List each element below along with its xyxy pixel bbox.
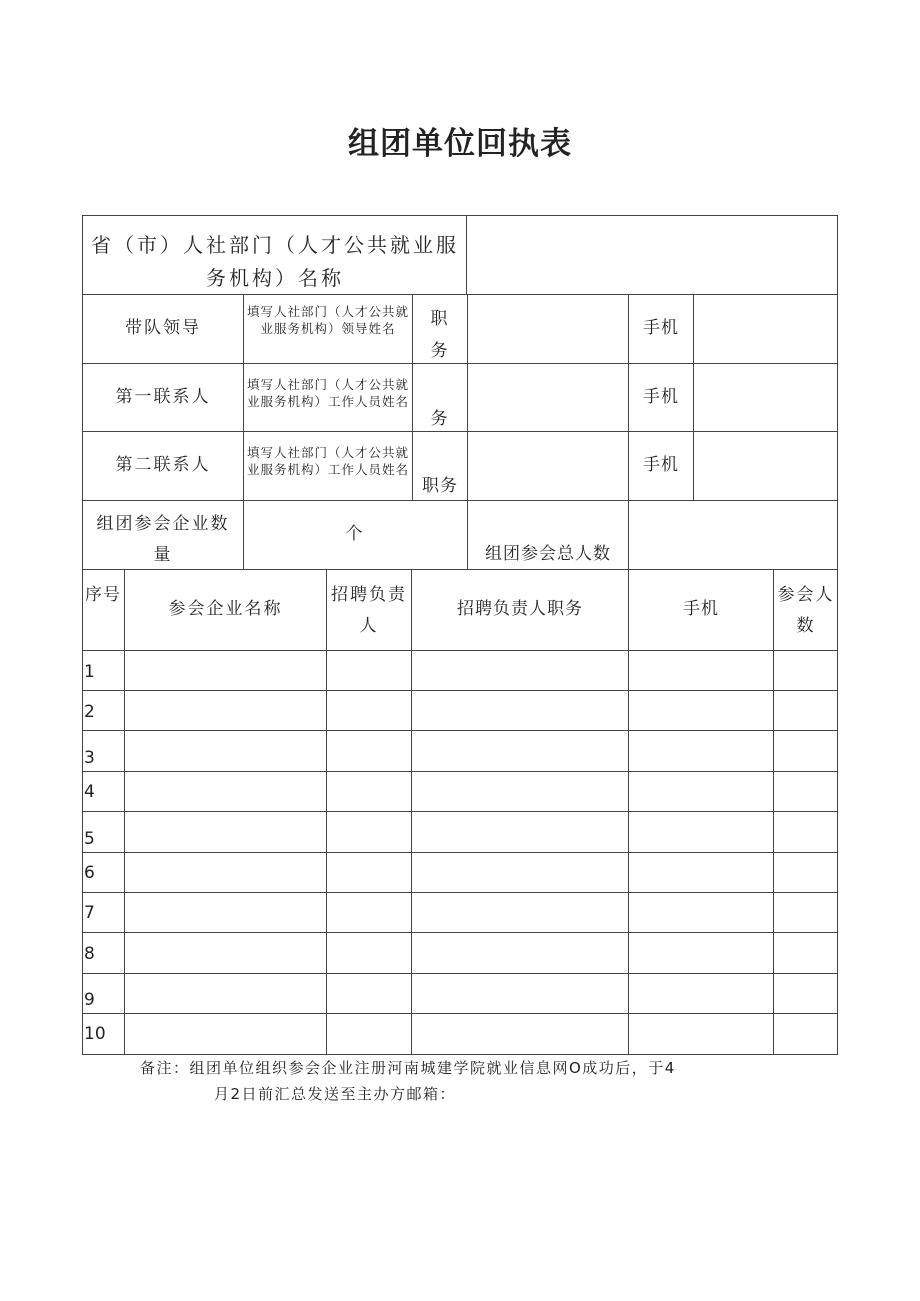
col-divider — [628, 569, 629, 1054]
note-line-2: 月2日前汇总发送至主办方邮箱： — [214, 1085, 457, 1103]
row-number: 2 — [84, 702, 95, 722]
leader-phone-label: 手机 — [643, 318, 679, 338]
contact1-hint: 填写人社部门（人才公共就业服务机构）工作人员姓名 — [246, 377, 409, 409]
header-recruiter-position: 招聘负责人职务 — [457, 599, 583, 619]
row-number: 3 — [84, 748, 95, 768]
col-divider — [412, 294, 413, 500]
header-company: 参会企业名称 — [168, 599, 283, 619]
row-number: 7 — [84, 903, 95, 923]
col-divider — [466, 215, 467, 294]
col-divider — [411, 569, 412, 1054]
row-number: 8 — [84, 944, 95, 964]
table-border-top — [82, 215, 838, 216]
table-border-bottom — [82, 1054, 838, 1055]
table-border-right — [837, 215, 838, 1055]
row-number: 10 — [84, 1024, 106, 1044]
row-number: 4 — [84, 782, 95, 802]
header-recruiter: 招聘负责人 — [331, 585, 407, 636]
contact2-position-label: 职务 — [422, 476, 458, 496]
row-divider — [82, 771, 838, 772]
leader-hint: 填写人社部门（人才公共就业服务机构）领导姓名 — [246, 304, 409, 336]
contact1-phone-label: 手机 — [643, 387, 679, 407]
header-attendees: 参会人数 — [777, 585, 835, 636]
leader-label: 带队领导 — [125, 318, 201, 338]
row-divider — [82, 730, 838, 731]
col-divider — [467, 294, 468, 569]
row-divider — [82, 690, 838, 691]
contact1-label: 第一联系人 — [115, 387, 211, 407]
note-line-1: 备注：组团单位组织参会企业注册河南城建学院就业信息网O成功后，于4 — [140, 1059, 676, 1077]
contact2-label: 第二联系人 — [115, 455, 211, 475]
header-phone: 手机 — [683, 599, 719, 619]
row-divider — [82, 973, 838, 974]
enterprise-count-label: 组团参会企业数量 — [96, 514, 230, 565]
col-divider — [773, 569, 774, 1054]
row-divider — [82, 852, 838, 853]
row-number: 9 — [84, 990, 95, 1010]
org-name-label: 省（市）人社部门（人才公共就业服务机构）名称 — [91, 233, 459, 290]
enterprise-count-unit: 个 — [345, 524, 365, 544]
row-divider — [82, 1013, 838, 1014]
page-title: 组团单位回执表 — [348, 126, 572, 162]
row-divider — [82, 932, 838, 933]
header-seq: 序号 — [85, 585, 121, 605]
leader-position-label: 职务 — [430, 309, 450, 361]
row-divider — [82, 363, 838, 364]
contact2-hint: 填写人社部门（人才公共就业服务机构）工作人员姓名 — [246, 445, 409, 477]
col-divider — [693, 294, 694, 500]
row-divider — [82, 650, 838, 651]
row-number: 1 — [84, 662, 95, 682]
col-divider — [326, 569, 327, 1054]
contact1-position-label: 务 — [430, 409, 450, 429]
row-number: 6 — [84, 863, 95, 883]
row-divider — [82, 811, 838, 812]
row-divider — [82, 892, 838, 893]
col-divider — [124, 569, 125, 1054]
total-attendees-label: 组团参会总人数 — [485, 544, 611, 564]
contact2-phone-label: 手机 — [643, 455, 679, 475]
row-number: 5 — [84, 829, 95, 849]
